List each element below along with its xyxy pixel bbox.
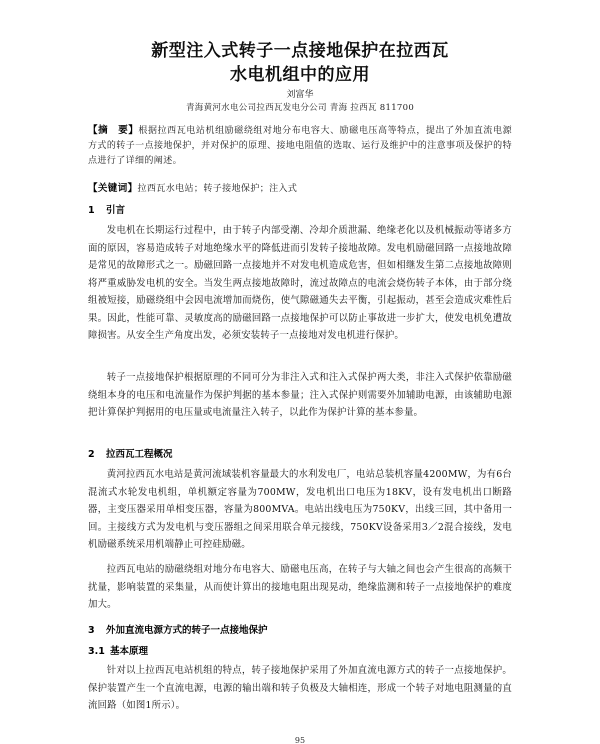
abstract-label: 【摘 要】	[88, 125, 139, 136]
subsection-title: 基本原理	[110, 646, 149, 657]
keywords	[88, 180, 512, 194]
abstract	[88, 123, 512, 169]
keywords-label: 【关键词】	[88, 183, 138, 194]
paragraph: 发电机在长期运行过程中，由于转子内部受潮、冷却介质泄漏、绝缘老化以及机械振动等诸多方面的原因，容易造成转子对地绝缘水平的降低进而引发转子接地故障。发电机励磁回路一点接地故障是常见的故障形式之一。励磁回路一点接地并不对发电机造成危害，但如相继发生第二点接地故障则将严重威胁发电机的安全。当发生两点接地故障时，流过故障点的电流会烧伤转子本体，由于部分绕组被短接，励磁绕组中会因电流增加而烧伤，使气隙磁通失去平衡，引起振动，甚至会造成灾难性后果。因此，性能可靠、灵敏度高的励磁回路一点接地保护可以防止事故进一步扩大，使发电机免遭故障损害。从安全生产角度出发，必须安装转子一点接地对发电机进行保护。	[88, 225, 512, 341]
paper-title-line-1: 新型注入式转子一点接地保护在拉西瓦	[151, 41, 449, 61]
keywords-text: 拉西瓦水电站；转子接地保护；注入式	[137, 184, 298, 194]
section-title: 引言	[106, 205, 126, 216]
section-number: 2	[88, 449, 95, 460]
section-heading-3	[88, 622, 268, 636]
section-heading-2	[88, 446, 173, 460]
paragraph: 针对以上拉西瓦电站机组的特点，转子接地保护采用了外加直流电源方式的转子一点接地保护。保护装置产生一个直流电源，电源的输出端和转子负极及大轴相连，形成一个转子对地电阻测量的直流回路（如图1所示）。	[88, 665, 512, 711]
paragraph: 拉西瓦电站的励磁绕组对地分布电容大、励磁电压高，在转子与大轴之间也会产生很高的高频干扰量，影响装置的采集量，从而使计算出的接地电阻出现晃动，绝缘监测和转子一点接地保护的难度加大。	[88, 564, 512, 610]
section-heading-1	[88, 202, 125, 216]
paper-title-line-2: 水电机组中的应用	[230, 65, 370, 85]
abstract-text: 根据拉西瓦电站机组励磁绕组对地分布电容大、励磁电压高等特点，提出了外加直流电源方式的转子一点接地保护，并对保护的原理、接地电阻值的选取、运行及维护中的注意事项及保护的特点进行了详细的阐述。	[88, 126, 512, 166]
affiliation: 青海黄河水电公司拉西瓦发电分公司 青海 拉西瓦 811700	[185, 103, 415, 113]
paragraph: 黄河拉西瓦水电站是黄河流域装机容量最大的水利发电厂，电站总装机容量4200MW，为有6台混流式水轮发电机组，单机额定容量为700MW，发电机出口电压为18KV，设有发电机出口断路器，主变压器采用单相变压器，容量为800MVA。电站出线电压为750KV，出线三回，其中备用一回。主接线方式为发电机与变压器组之间采用联合单元接线，750KV设备采用3／2混合接线，发电机励磁系统采用机端静止可控硅励磁。	[88, 469, 512, 550]
section-title: 拉西瓦工程概况	[106, 449, 173, 460]
subsection-number: 3.1	[88, 646, 105, 657]
author: 刘富华	[286, 90, 314, 100]
section-title: 外加直流电源方式的转子一点接地保护	[106, 625, 268, 636]
paragraph: 转子一点接地保护根据原理的不同可分为非注入式和注入式保护两大类，非注入式保护依靠励磁绕组本身的电压和电流量作为保护判据的基本参量；注入式保护则需要外加辅助电源，由该辅助电源把计算保护判据用的电压量或电流量注入转子，以此作为保护计算的基本参量。	[88, 372, 512, 418]
page-number: 95	[294, 736, 306, 744]
subsection-heading-3-1	[88, 643, 148, 657]
section-number: 3	[88, 625, 95, 636]
section-number: 1	[88, 205, 95, 216]
